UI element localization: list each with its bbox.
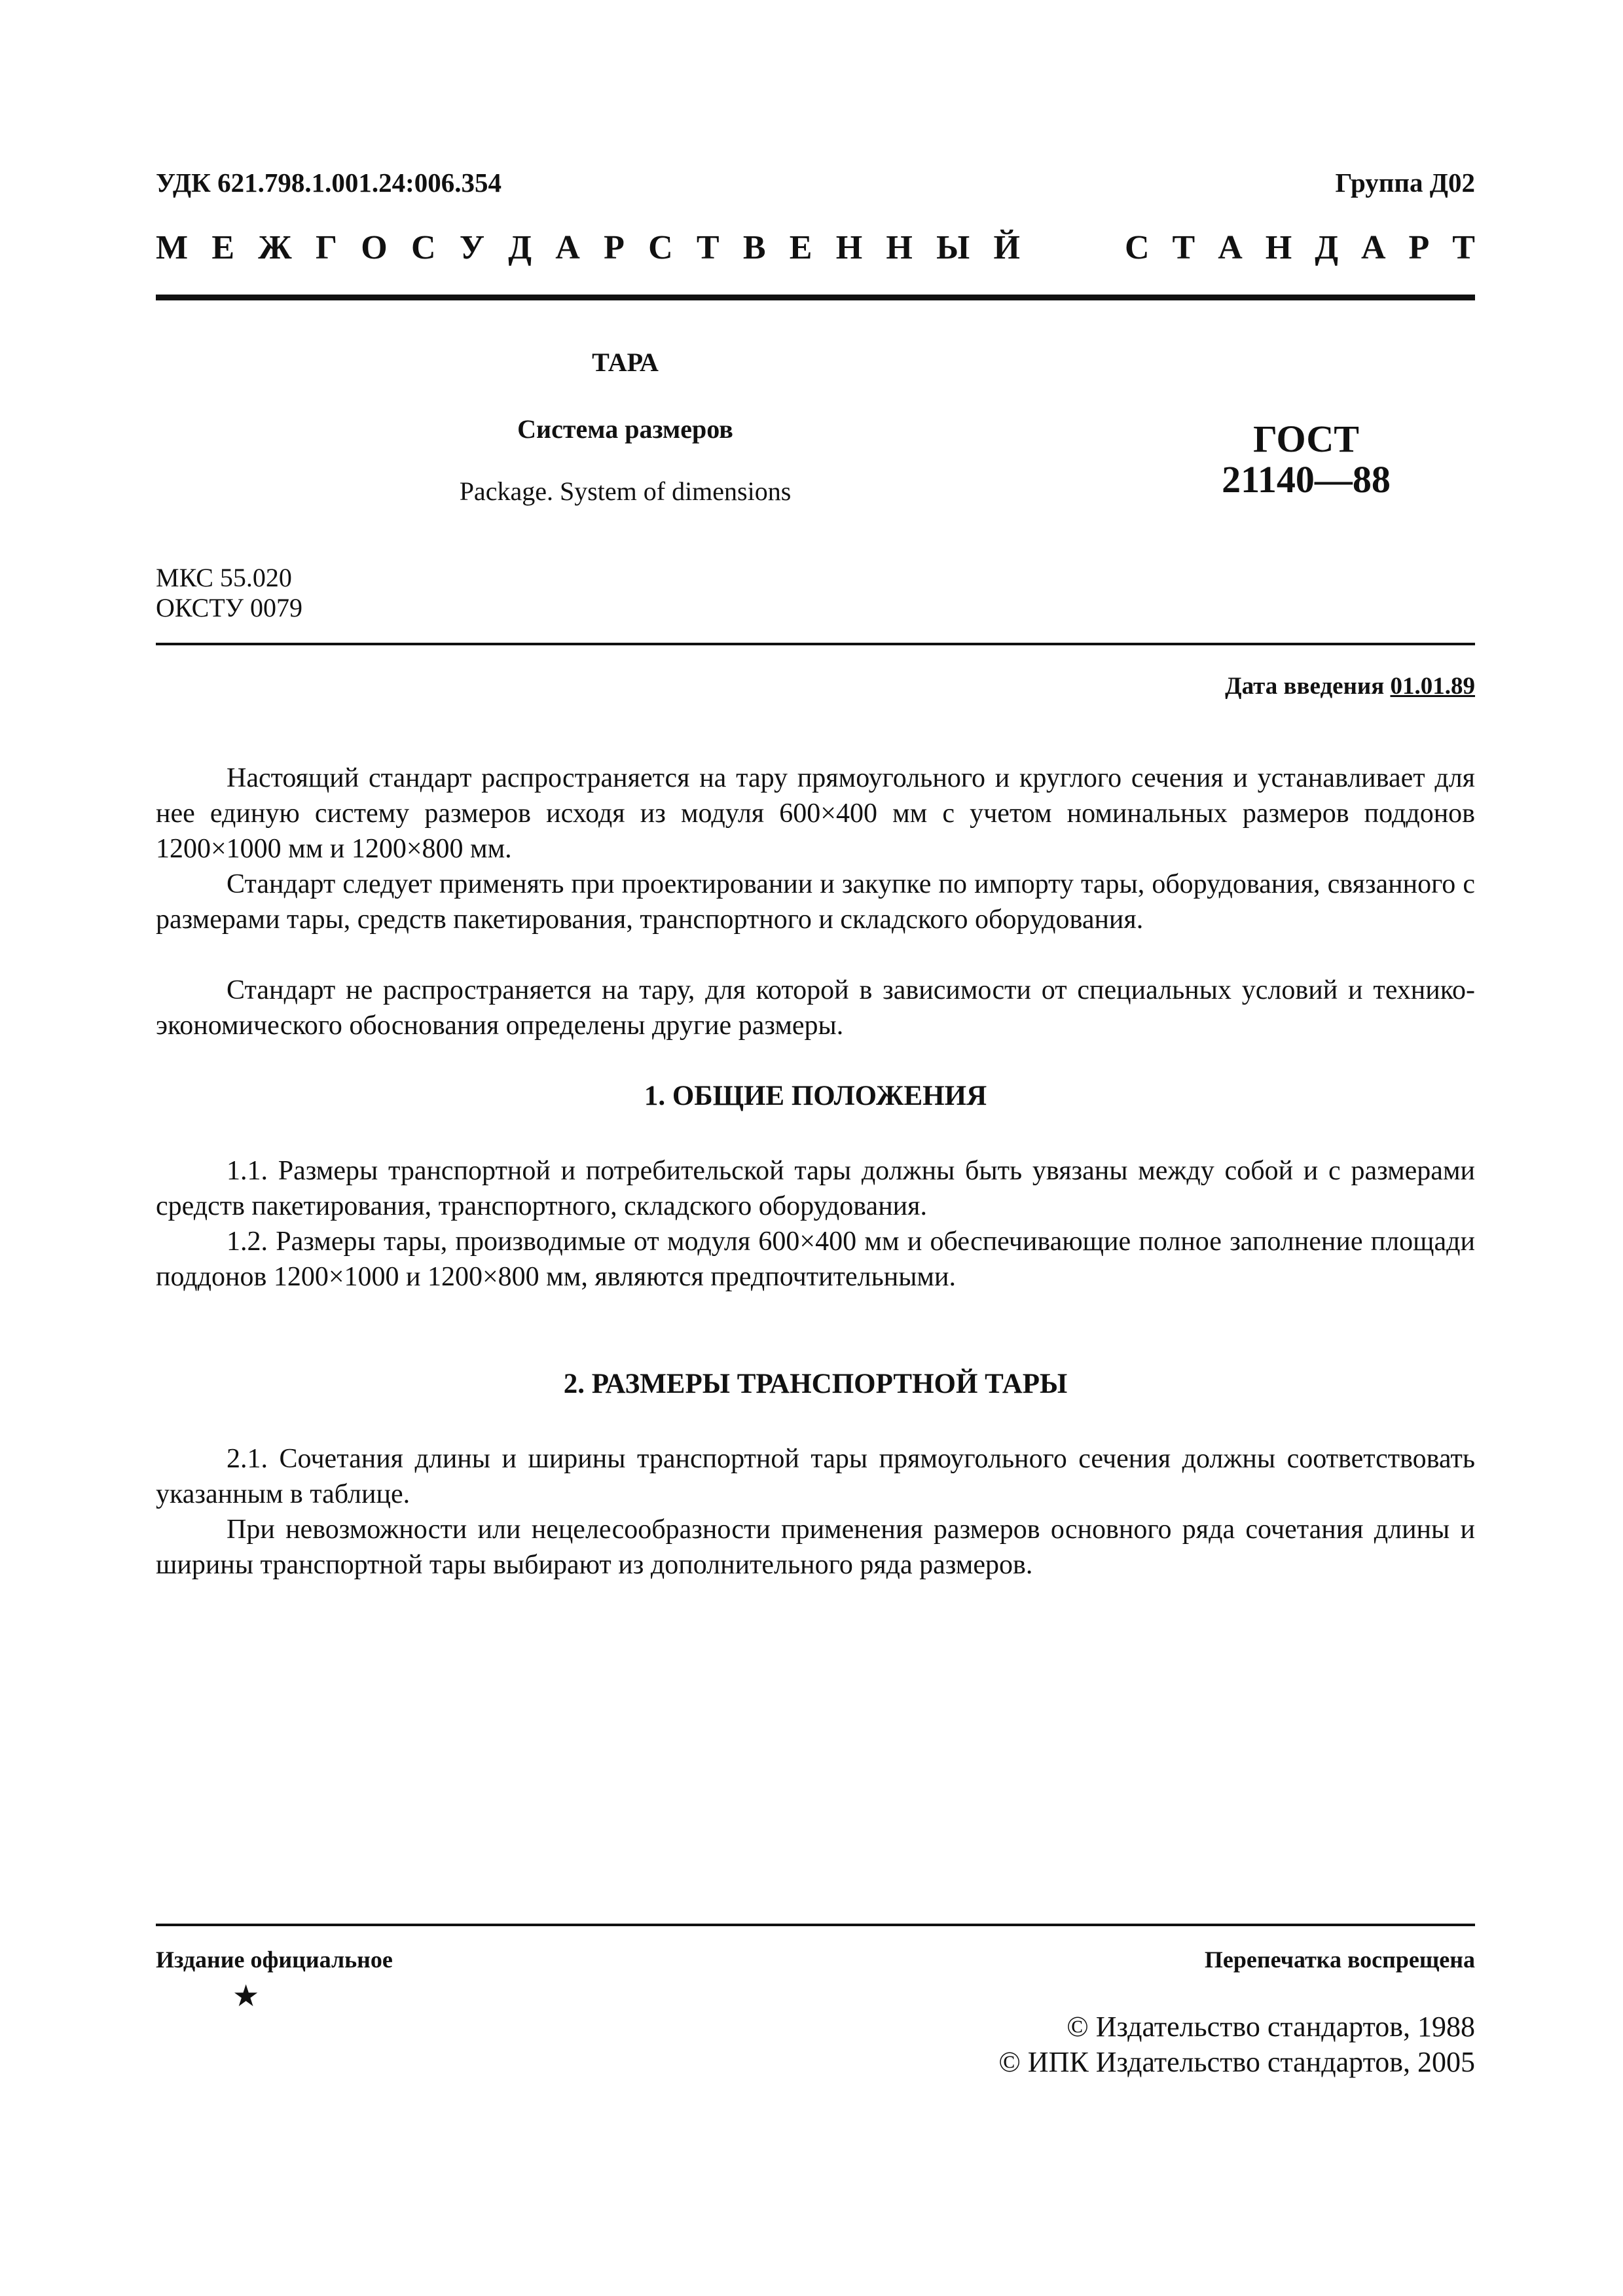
banner-letter: У (459, 229, 484, 266)
banner-letter: Н (1265, 229, 1292, 266)
footer-rule (156, 1924, 1475, 1926)
mks-code: МКС 55.020 (156, 563, 292, 592)
gost-number: 21140—88 (1222, 458, 1391, 501)
banner-letter: А (555, 229, 580, 266)
document-subtitle: Система размеров (517, 414, 733, 444)
banner-letter: Г (315, 229, 338, 266)
okstu-code: ОКСТУ 0079 (156, 593, 303, 622)
introduction-date-label: Дата введения (1225, 673, 1385, 700)
banner-letter: Е (789, 229, 812, 266)
banner-letter: Р (1408, 229, 1430, 266)
document-subtitle-english: Package. System of dimensions (459, 476, 792, 506)
banner-letter: Р (604, 229, 625, 266)
banner-letter: С (648, 229, 673, 266)
banner-letter: Й (993, 229, 1020, 266)
banner-letter: Т (1452, 229, 1475, 266)
star-icon: ★ (232, 1979, 260, 2013)
copyright-line: © Издательство стандартов, 1988 (1067, 2011, 1475, 2043)
clause-1-1: 1.1. Размеры транспортной и потребительской тары должны быть увязаны между собой и с размерами средств пакетирования, транспортного, складского оборудования. (156, 1156, 1475, 1221)
intro-paragraph: Настоящий стандарт распространяется на тару прямоугольного и круглого сечения и устанавливает для нее единую систему размеров исходя из модуля 600×400 мм с учетом номинальных размеров поддонов 1200×1000 мм и 1200×800 мм. (156, 763, 1475, 864)
banner-letter: Н (835, 229, 863, 266)
classification-codes (156, 563, 302, 623)
classification-rule (156, 643, 1475, 645)
banner-letter: С (1125, 229, 1150, 266)
banner-letter: Е (211, 229, 235, 266)
copyright-line: © ИПК Издательство стандартов, 2005 (998, 2046, 1475, 2078)
clause-2-1: 2.1. Сочетания длины и ширины транспортной тары прямоугольного сечения должны соответствовать указанным в таблице. (156, 1444, 1475, 1509)
gost-label: ГОСТ (1253, 418, 1359, 460)
banner-letter: Ж (258, 229, 292, 266)
banner-letter: Ы (936, 229, 970, 266)
official-edition-label: Издание официальное (156, 1946, 393, 1973)
intro-paragraph: Стандарт следует применять при проектировании и закупке по импорту тары, оборудования, связанного с размерами тары, средств пакетирования, транспортного и складского оборудования. (156, 869, 1475, 935)
banner-letter: В (742, 229, 766, 266)
banner-letter: А (1360, 229, 1386, 266)
introduction-date (1225, 672, 1475, 700)
banner-word-standard (1125, 228, 1475, 267)
banner-letter: О (361, 229, 388, 266)
introduction-date-value: 01.01.89 (1390, 673, 1475, 700)
banner-letter: Т (696, 229, 720, 266)
banner-letter: Д (1315, 229, 1338, 266)
clause-2-1-continued: При невозможности или нецелесообразности применения размеров основного ряда сочетания длины и ширины транспортной тары выбирают из дополнительного ряда размеров. (156, 1515, 1475, 1580)
udk-code: УДК 621.798.1.001.24:006.354 (156, 168, 502, 198)
group-code: Группа Д02 (1335, 168, 1475, 198)
banner-word-interstate (156, 228, 1020, 267)
section-heading-transport-package-sizes: 2. РАЗМЕРЫ ТРАНСПОРТНОЙ ТАРЫ (563, 1369, 1068, 1399)
banner-letter: С (411, 229, 436, 266)
header-rule (156, 295, 1475, 300)
reprint-prohibited-label: Перепечатка воспрещена (1204, 1946, 1475, 1973)
copyright-block (998, 2009, 1475, 2080)
banner-letter: Т (1172, 229, 1195, 266)
section-heading-general: 1. ОБЩИЕ ПОЛОЖЕНИЯ (644, 1081, 987, 1111)
banner-letter: А (1218, 229, 1243, 266)
document-title: ТАРА (592, 348, 659, 377)
clause-1-2: 1.2. Размеры тары, производимые от модуля 600×400 мм и обеспечивающие полное заполнение площади поддонов 1200×1000 и 1200×800 мм, являются предпочтительными. (156, 1227, 1475, 1292)
banner-letter: Н (886, 229, 913, 266)
banner-letter: М (156, 229, 189, 266)
banner-letter: Д (508, 229, 532, 266)
interstate-standard-banner (156, 228, 1475, 267)
intro-paragraph: Стандарт не распространяется на тару, для которой в зависимости от специальных условий и технико-экономического обоснования определены другие размеры. (156, 975, 1475, 1041)
gost-designation (1152, 419, 1460, 500)
